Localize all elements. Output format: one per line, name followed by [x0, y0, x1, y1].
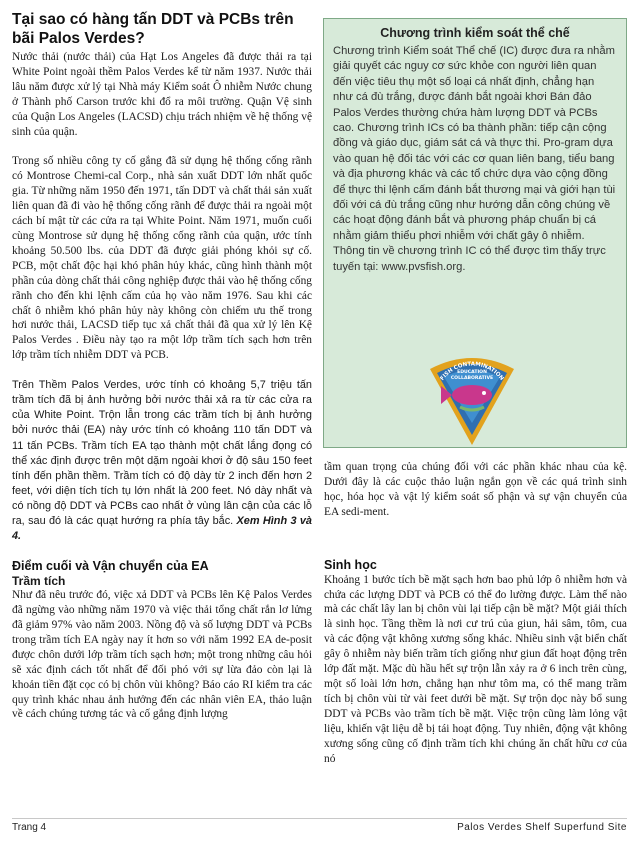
fish-logo-icon	[422, 349, 522, 449]
svg-text:FISH CONTAMINATION: FISH CONTAMINATION	[439, 361, 505, 382]
page-number: Trang 4	[12, 822, 47, 833]
paragraph-montrose: Trong số nhiều công ty cố gắng đã sử dụng hệ thống cống rãnh có Montrose Chemi-cal Corp., nhà sản xuất DDT lớn nhất quốc gia. Từ những năm 1950 đến 1971, tấn DDT và chất thải sản xuất liên quan đã đi vào hệ thống cống rãnh để được thải ra ngoài một cách bí mật từ các cửa ra tại White Point. Năm 1971, muốn cuối cùng Montrose sử dụng hệ thống cống rãnh của quận, ước tính khoảng 50.500 lbs. của DDT đã được giải phóng khỏi sự cố. PCB, một chất độc hại khó phân hủy khác, cũng hình thành một phần của dòng chất thải công nghiệp được thải vào hệ thống cống rãnh cho đến khi lệnh cấm của họ vào năm 1976. Sau khi các chất ô nhiễm khó phân hủy này không còn chiếm ưu thế trong hơi nước thải, LACSD tiếp tục xả chất thải đã qua xử lý lên Kệ Palos Verdes . Điều này tạo ra một lớp trầm tích sạch hơn trên lớp trầm tích nhiễm DDT và PCB.	[12, 155, 312, 362]
paragraph-sediments	[12, 378, 312, 544]
figure-reference: Xem Hình 3 và 4.	[12, 514, 312, 543]
callout-title: Chương trình kiểm soát thể chế	[380, 26, 570, 40]
svg-text:COLLABORATIVE: COLLABORATIVE	[450, 376, 494, 381]
left-column	[12, 10, 312, 722]
footer-divider	[12, 818, 627, 819]
callout-text: Chương trình Kiểm soát Thể chế (IC) được đưa ra nhằm giải quyết các nguy cơ sức khỏe con người liên quan đến việc tiêu thụ một số loại cá nhất định, chẳng hạn như cá đù trắng, được đánh bắt ngoài khơi Bán đảo Palos Verdes thường chứa hàm lượng DDT và PCBs cao. Chương trình ICs có ba thành phần: tiếp cận cộng đồng và giáo dục, giám sát cá và thực thi. Pro-gram dựa vào quan hệ đối tác với các cơ quan liên bang, tiểu bang và địa phương khác và các tổ chức dựa vào cộng đồng để thực thi lệnh cấm đánh bắt thương mại và giới hạn tùi đối với cá đù trắng cũng như hướng dẫn công chúng về các hoạt động đánh bắt và phương pháp chuẩn bị cá nhằm giảm thiểu phơi nhiễm với chất gây ô nhiễm. Thông tin về chương trình IC có thể được tìm thấy trực tuyến tại: www.pvsfish.org.	[333, 45, 616, 273]
svg-text:EDUCATION: EDUCATION	[457, 370, 487, 375]
page-footer	[12, 822, 627, 836]
paragraph-history: Nước thải (nước thải) của Hạt Los Angeles đã được thải ra tại White Point ngoài thềm Palos Verdes kể từ năm 1937. Nước thải lâu năm được xử lý tại Nhà máy Kiểm soát Ô nhiễm Nước chung ở Thành phố Carson trước khi đổ ra môi trường. Quận Vệ sinh của Quận Los Angeles (LACSD) chịu trách nhiệm về hệ thống vệ sinh của quận.	[12, 51, 312, 138]
paragraph-continuation: tầm quan trọng của chúng đối với các phần khác nhau của kệ. Dưới đây là các cuộc thảo luận ngắn gọn về các quá trình sinh học, hóa học và vật lý kiểm soát số phận và sự vận chuyển của EA sedi-ment.	[324, 461, 627, 518]
institutional-controls-callout	[323, 18, 627, 448]
site-name: Palos Verdes Shelf Superfund Site	[457, 822, 627, 833]
paragraph-sediment-trends: Như đã nêu trước đó, việc xả DDT và PCBs lên Kệ Palos Verdes đã ngừng vào những năm 1970 và việc thải tổng chất rắn lơ lửng đã giảm 97% vào năm 2003. Nồng độ và số lượng DDT và PCBs trong trầm tích EA ngày nay ít hơn so với năm 1992 EA de-posit được chôn dưới lớp trầm tích sạch hơn; một trong những câu hỏi sẽ xác định cách tốt nhất để đối phó với sự lừa đảo còn lại là khoản tiền đặt cọc có bị chôn vùi không? Báo cáo RI kiểm tra các quy trình khác nhau ảnh hưởng đến các nhân viên EA, thảo luận về cách chúng tương tác và cố gắng định lượng	[12, 589, 312, 721]
subsection-title-sediment: Trầm tích	[12, 574, 66, 589]
section-title-endpoints: Điểm cuối và Vận chuyển của EA	[12, 559, 209, 574]
paragraph-sediments-text: Trên Thềm Palos Verdes, ước tính có khoảng 5,7 triệu tấn trầm tích đã bị ảnh hưởng bởi nước thải xả ra từ các cửa ra của White Point. Trộn lẫn trong các trầm tích bị ảnh hưởng bởi nước thải (EA) này ước tính có khoảng 110 tấn DDT và 11 tấn PCBs. Trầm tích EA tạo thành một chất lắng đọng có thể xác định được trên một dặm ngoài khơi ở độ sâu 150 feet tính đến phần thềm. Trầm tích có độ dày từ 2 inch đến hơn 2 feet, với diện tích tích tụ lớn nhất là 200 feet. Nó dày nhất và có nồng độ DDT và PCBs cao nhất ở vùng lân cận của các lỗ ra, sau đó là các quạt hướng ra phía tây bắc.	[12, 379, 312, 527]
paragraph-biology: Khoảng 1 bước tích bề mặt sạch hơn bao phủ lớp ô nhiễm hơn và chứa các lượng DDT và PCB có thể đo lường được. Làm thế nào mà các chất lây lan bị chôn vùi lại tiếp cận bề mặt? Một giải thích là sinh học. Tầng thềm là nơi cư trú của giun, hải sâm, tôm, cua và các động vật không xương sống khác. Nhiều sinh vật biển chất gây ô nhiễm này biến trầm tích giống như giun đất hoạt động trên lớp đất mặt. Mặc dù hầu hết sự trộn lẫn xảy ra ở 6 inch trên cùng, một số loài lớn hơn, chẳng hạn như tôm ma, có thể mang trầm tích bị chôn vùi từ vài feet dưới bề mặt. Sự trộn dọc này bổ sung DDT và PCBs vào trầm tích bề mặt. Việc trộn cũng làm lỏng vật liệu, khiến vật liệu dễ bị tái hoạt động. Tuy nhiên, động vật không xương sống cũng cố định trầm tích khi chúng ăn chất hữu cơ của nó	[324, 573, 627, 765]
page-title: Tại sao có hàng tấn DDT và PCBs trên bãi Palos Verdes?	[12, 11, 294, 47]
fish-contamination-badge	[422, 349, 522, 449]
right-column	[324, 460, 627, 766]
section-title-biology: Sinh học	[324, 557, 377, 572]
